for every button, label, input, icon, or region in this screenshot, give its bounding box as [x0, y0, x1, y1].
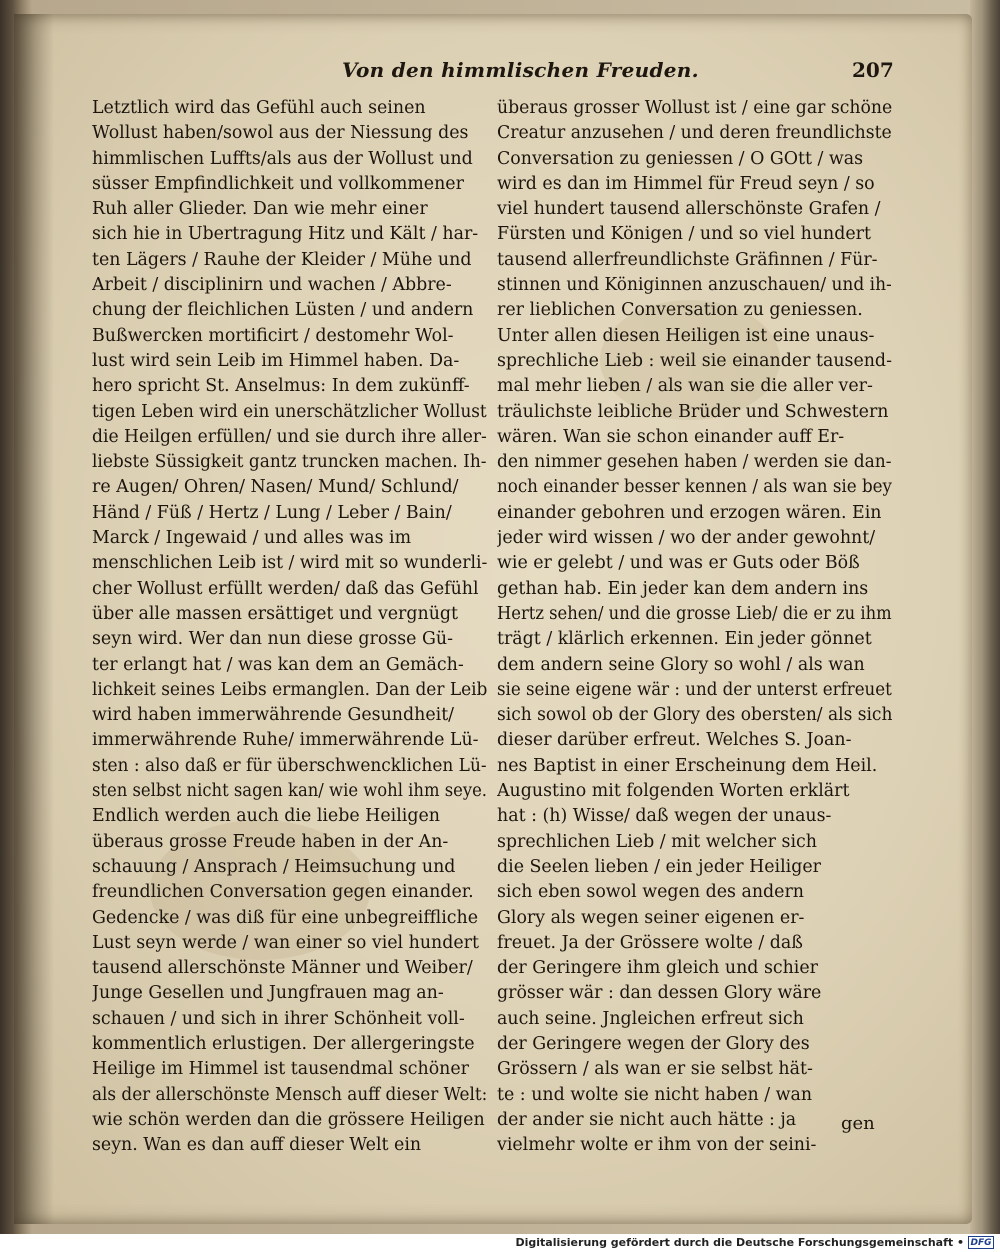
catchword: gen	[841, 1113, 875, 1134]
text-line: liebste Süssigkeit gantz truncken machen. Ih-	[92, 452, 487, 473]
text-line: sich sowol ob der Glory des obersten/ als sich	[497, 705, 892, 726]
text-line: Ruh aller Glieder. Dan wie mehr einer	[92, 199, 428, 220]
text-line: lichkeit seines Leibs ermanglen. Dan der Leib	[92, 679, 487, 700]
text-line: den nimmer gesehen haben / werden sie dan-	[497, 452, 892, 473]
text-line: überaus grosse Freude haben in der An-	[92, 831, 449, 852]
text-line: Arbeit / disciplinirn und wachen / Abbre-	[92, 275, 452, 296]
page-header	[330, 58, 894, 88]
text-line: hat : (h) Wisse/ daß wegen der unaus-	[497, 806, 832, 827]
text-line: rer lieblichen Conversation zu geniessen.	[497, 300, 863, 321]
text-line: te : und wolte sie nicht haben / wan	[497, 1084, 813, 1105]
text-line: als der allerschönste Mensch auff dieser Welt:	[92, 1084, 487, 1105]
running-title: Von den himmlischen Freuden.	[342, 58, 699, 82]
text-line: träulichste leibliche Brüder und Schwestern	[497, 401, 889, 422]
text-line: immerwährende Ruhe/ immerwährende Lü-	[92, 730, 479, 751]
dfg-logo: DFG	[968, 1236, 994, 1249]
text-line: der ander sie nicht auch hätte : ja	[497, 1109, 797, 1130]
page-gutter-shadow	[14, 14, 54, 1224]
text-line: dem andern seine Glory so wohl / als wan	[497, 654, 865, 675]
text-line: wären. Wan sie schon einander auff Er-	[497, 426, 845, 447]
text-line: Conversation zu geniessen / O GOtt / was	[497, 148, 864, 169]
text-line: grösser wär : dan dessen Glory wäre	[497, 983, 822, 1004]
text-line: freuet. Ja der Grössere wolte / daß	[497, 932, 803, 953]
text-line: schauung / Ansprach / Heimsuchung und	[92, 856, 456, 877]
text-line: dieser darüber erfreut. Welches S. Joan-	[497, 730, 852, 751]
text-line: sprechlichen Lieb / mit welcher sich	[497, 831, 817, 852]
text-line: Händ / Füß / Hertz / Lung / Leber / Bain/	[92, 502, 452, 523]
text-line: viel hundert tausend allerschönste Grafen /	[497, 199, 881, 220]
text-line: schauen / und sich in ihrer Schönheit voll-	[92, 1008, 465, 1029]
text-line: die Heilgen erfüllen/ und sie durch ihre aller-	[92, 426, 487, 447]
text-line: auch seine. Jngleichen erfreut sich	[497, 1008, 804, 1029]
text-line: überaus grosser Wollust ist / eine gar schöne	[497, 98, 892, 118]
text-line: sie seine eigene wär : und der unterst erfreuet	[497, 679, 892, 700]
text-line: sich eben sowol wegen des andern	[497, 882, 804, 903]
text-line: über alle massen ersättiget und vergnügt	[92, 603, 459, 624]
text-line: sprechliche Lieb : weil sie einander tausend-	[497, 350, 892, 371]
text-line: vielmehr wolte er ihm von der seini-	[497, 1135, 817, 1156]
text-line: himmlischen Luffts/als aus der Wollust und	[92, 148, 473, 169]
text-line: nes Baptist in einer Erscheinung dem Heil.	[497, 755, 878, 776]
text-line: noch einander besser kennen / als wan sie bey	[497, 477, 892, 498]
text-line: Endlich werden auch die liebe Heiligen	[92, 806, 440, 827]
book-edge	[970, 0, 1000, 1234]
text-line: Heilige im Himmel ist tausendmal schöner	[92, 1059, 469, 1080]
text-line: tausend allerfreundlichste Gräfinnen / Für-	[497, 249, 878, 270]
text-line: wie schön werden dan die grössere Heiligen	[92, 1109, 485, 1130]
text-line: mal mehr lieben / als wan sie die aller ver-	[497, 376, 873, 397]
left-text-column	[92, 96, 487, 1158]
text-line: Augustino mit folgenden Worten erklärt	[497, 781, 850, 802]
text-line: Letztlich wird das Gefühl auch seinen	[92, 98, 426, 118]
text-line: Unter allen diesen Heiligen ist eine unaus-	[497, 325, 875, 346]
text-line: chung der fleichlichen Lüsten / und andern	[92, 300, 474, 321]
text-line: ter erlangt hat / was kan dem an Gemäch-	[92, 654, 464, 675]
text-line: tigen Leben wird ein unerschätzlicher Wollust	[92, 401, 487, 422]
text-line: Creatur anzusehen / und deren freundlichste	[497, 123, 892, 144]
text-line: seyn. Wan es dan auff dieser Welt ein	[92, 1135, 422, 1156]
text-line: hero spricht St. Anselmus: In dem zukünff-	[92, 376, 470, 397]
text-line: freundlichen Conversation gegen einander.	[92, 882, 474, 903]
page-number: 207	[852, 58, 894, 82]
text-line: Lust seyn werde / wan einer so viel hundert	[92, 932, 479, 953]
text-line: ten Lägers / Rauhe der Kleider / Mühe und	[92, 249, 472, 270]
text-line: sten : also daß er für überschwencklichen Lü-	[92, 755, 487, 776]
text-line: Grössern / als wan er sie selbst hät-	[497, 1059, 813, 1080]
text-line: seyn wird. Wer dan nun diese grosse Gü-	[92, 629, 453, 650]
text-line: Wollust haben/sowol aus der Niessung des	[92, 123, 469, 144]
text-line: gethan hab. Ein jeder kan dem andern ins	[497, 578, 869, 599]
right-text-column	[497, 96, 892, 1158]
text-line: sich hie in Ubertragung Hitz und Kält / har-	[92, 224, 479, 245]
text-line: einander gebohren und erzogen wären. Ein	[497, 502, 882, 523]
text-line: lust wird sein Leib im Himmel haben. Da-	[92, 350, 460, 371]
text-line: sten selbst nicht sagen kan/ wie wohl ihm seye.	[92, 781, 487, 802]
text-line: Hertz sehen/ und die grosse Lieb/ die er zu ihm	[497, 603, 892, 624]
text-line: menschlichen Leib ist / wird mit so wunderli-	[92, 553, 487, 574]
text-line: Glory als wegen seiner eigenen er-	[497, 907, 805, 928]
text-line: stinnen und Königinnen anzuschauen/ und ih-	[497, 275, 892, 296]
text-line: Marck / Ingewaid / und alles was im	[92, 528, 412, 549]
text-line: Gedencke / was diß für eine unbegreiffliche	[92, 907, 479, 928]
text-line: wird haben immerwährende Gesundheit/	[92, 705, 455, 726]
text-line: Bußwercken mortificirt / destomehr Wol-	[92, 325, 454, 346]
digitization-footer	[0, 1234, 1000, 1252]
footer-credit: Digitalisierung gefördert durch die Deutsche Forschungsgemeinschaft •	[515, 1236, 964, 1249]
text-line: cher Wollust erfüllt werden/ daß das Gefühl	[92, 578, 479, 599]
text-line: der Geringere ihm gleich und schier	[497, 958, 818, 979]
text-line: wird es dan im Himmel für Freud seyn / so	[497, 173, 875, 194]
text-line: kommentlich erlustigen. Der allergeringste	[92, 1033, 475, 1054]
text-line: wie er gelebt / und was er Guts oder Böß	[497, 553, 860, 574]
text-line: Fürsten und Königen / und so viel hundert	[497, 224, 871, 245]
text-line: die Seelen lieben / ein jeder Heiliger	[497, 856, 821, 877]
text-line: der Geringere wegen der Glory des	[497, 1033, 810, 1054]
text-line: jeder wird wissen / wo der ander gewohnt/	[497, 528, 876, 549]
text-line: süsser Empfindlichkeit und vollkommener	[92, 173, 464, 194]
text-line: trägt / klärlich erkennen. Ein jeder gönnet	[497, 629, 872, 650]
text-line: Junge Gesellen und Jungfrauen mag an-	[92, 983, 444, 1004]
text-line: re Augen/ Ohren/ Nasen/ Mund/ Schlund/	[92, 477, 459, 498]
text-line: tausend allerschönste Männer und Weiber/	[92, 958, 473, 979]
